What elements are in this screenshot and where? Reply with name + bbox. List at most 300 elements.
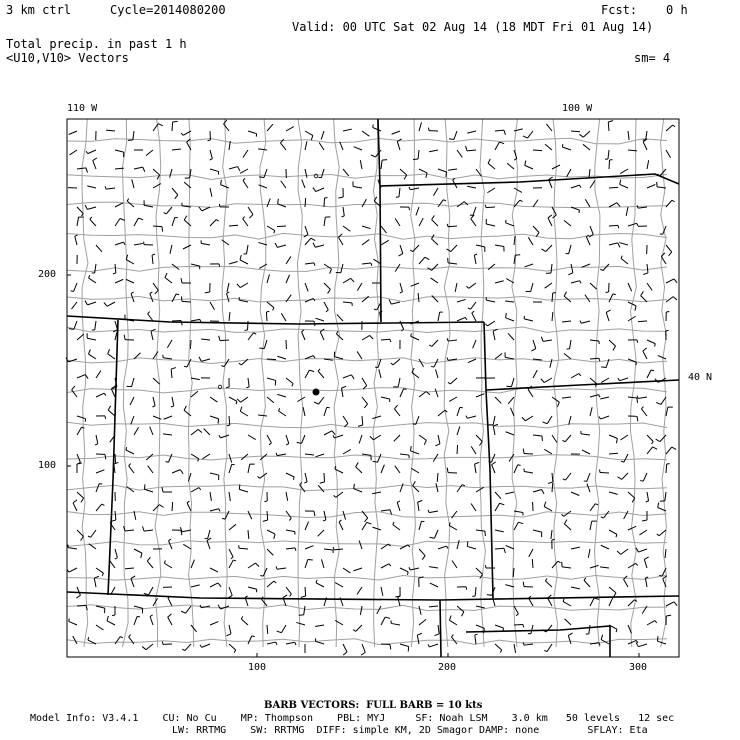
county-borders [67,119,667,647]
wind-barb [184,216,191,226]
wind-barb [600,470,609,473]
wind-barb [201,240,210,245]
y-tick-label-100: 100 [38,460,57,471]
wind-barb [134,243,143,245]
wind-barb [183,544,191,549]
wind-barb [647,435,653,444]
wind-barb [398,245,402,256]
wind-barb [565,619,571,625]
wind-barb [357,587,362,594]
wind-barb [69,131,77,134]
county-line [67,541,667,547]
wind-barb [492,462,496,473]
station-marker [313,389,320,396]
wind-barb [457,540,459,549]
wind-barb [286,435,289,445]
wind-barb [564,353,571,359]
wind-barb [165,273,172,283]
wind-barb [267,642,277,645]
wind-barb [495,644,502,653]
wind-barb [172,502,173,511]
wind-barb [248,464,255,473]
x-tick-label-100: 100 [248,662,267,673]
wind-barb [263,511,268,521]
wind-barb [523,449,533,454]
wind-barb [636,548,647,552]
wind-barb [571,185,581,188]
wind-barb [457,485,465,492]
x-tick-label-200: 200 [438,662,457,673]
county-line [661,119,667,647]
wind-barb [471,504,476,511]
wind-barb [372,416,381,419]
wind-barb [146,150,153,156]
wind-barb [305,511,315,516]
wind-barb [227,283,229,292]
wind-barb [457,299,466,302]
wind-barb [127,378,134,387]
wind-barb [546,124,552,131]
wind-barb [171,368,176,378]
wind-barb [172,294,179,302]
wind-barb [493,329,498,340]
wind-barb [533,150,542,151]
wind-barb [153,169,160,179]
wind-barb [305,522,309,530]
wind-barb [283,595,287,606]
state-line [484,322,493,598]
wind-barb [400,207,410,210]
wind-barb [666,125,675,131]
wind-barb [514,188,522,192]
wind-barb [529,596,533,606]
wind-barb [571,281,581,284]
wind-barb [391,620,400,625]
wind-barb [476,378,486,383]
wind-barb [259,185,267,188]
wind-barb [362,378,367,389]
wind-barb [514,522,523,530]
wind-barb [656,397,666,404]
wind-barb [86,150,96,154]
wind-barb [343,226,350,231]
wind-barb [267,581,276,587]
wind-barb [222,240,229,245]
wind-barb [666,200,675,207]
wind-barb [666,297,677,302]
wind-barb [533,530,542,537]
wind-barb [108,406,115,416]
wind-barb [449,616,457,625]
wind-barb [609,530,617,537]
wind-barb [522,416,533,421]
wind-barb [393,522,400,530]
wind-barb [96,568,103,576]
wind-barb [620,180,628,188]
wind-barb [600,567,609,568]
wind-barb [590,358,600,361]
wind-barb [637,396,647,399]
wind-barb [495,142,504,150]
wind-barb [451,635,457,644]
wind-barb [219,435,229,438]
wind-barb [315,454,324,457]
wind-barb [324,549,333,553]
wind-barb [435,388,438,397]
wind-barb [318,169,324,178]
wind-barb [495,530,504,532]
wind-barb [286,473,294,480]
wind-barb [505,352,514,359]
wind-barb [429,340,438,346]
wind-barb [304,473,307,483]
wind-barb [397,501,400,511]
wind-barb [134,617,140,625]
wind-barb [548,473,553,483]
wind-barb [628,416,638,421]
wind-barb [199,357,210,361]
wind-barb [267,359,276,360]
wind-barb [429,150,438,152]
county-line [67,422,667,428]
wind-barb [69,618,77,625]
wind-barb [666,407,673,416]
wind-barb [587,484,590,492]
wind-barb [286,256,291,264]
wind-barb [618,378,628,381]
wind-barb [545,283,552,288]
wind-barb [647,621,657,625]
wind-barb [167,340,172,348]
wind-barb [276,566,286,569]
wind-barb [508,333,514,340]
wind-barb [126,279,134,283]
wind-barb [359,540,362,549]
wind-barb [92,321,96,330]
wind-barb [90,217,96,226]
wind-barb [357,283,362,291]
wind-barb [246,378,249,388]
wind-barb [571,492,579,495]
wind-barb [210,416,219,424]
wind-barb [277,394,286,397]
wind-barb [279,408,286,416]
valid-time-label: Valid: 00 UTC Sat 02 Aug 14 (18 MDT Fri 01 Aug 14) [292,20,654,34]
wind-barb [343,416,348,427]
wind-barb [628,283,632,291]
wind-barb [286,275,290,283]
wind-barb [541,378,552,382]
wind-barb [641,291,647,302]
wind-barb [163,355,172,359]
county-line [67,455,667,460]
wind-barb [144,587,153,595]
wind-barb [305,169,307,178]
wind-barb [473,340,476,348]
wind-barb [204,429,210,435]
wind-barb [418,500,423,511]
wind-barb [333,547,343,550]
wind-barb [360,160,362,169]
wind-barb [472,311,476,321]
wind-barb [601,545,609,549]
wind-barb [226,625,231,636]
wind-barb [281,181,286,188]
wind-barb [605,150,609,159]
wind-barb [392,131,400,134]
wind-barb [362,226,371,229]
wind-barb [666,150,671,158]
wind-barb [152,397,155,407]
wind-barb [148,466,153,473]
wind-barb [438,169,446,177]
wind-barb [568,633,572,644]
wind-barb [318,530,324,536]
wind-barb [391,359,400,365]
wind-barb [609,435,617,443]
wind-barb [381,226,387,233]
wind-barb [590,521,597,530]
wind-barb [131,416,134,424]
wind-barb [523,582,533,587]
wind-barb [286,127,294,131]
wind-barb [583,144,590,150]
wind-barb [191,378,200,380]
wind-barb [666,245,672,256]
wind-barb [411,333,419,340]
wind-barb [495,130,505,135]
wind-barb [172,149,181,150]
wind-barb [277,226,286,227]
wind-barb [191,488,201,492]
wind-barb [590,181,595,188]
wind-barb [550,359,552,368]
wind-barb [628,340,638,343]
wind-barb [541,337,552,342]
wind-barb [525,160,533,169]
wind-barb [396,188,400,197]
wind-barb [150,615,153,625]
wind-barb [608,121,613,131]
wind-barb [381,240,389,245]
wind-barb [658,355,666,359]
wind-barb [562,397,571,398]
wind-barb [438,546,448,549]
wind-barb [457,445,458,454]
wind-barb [362,199,366,207]
wind-barb [476,394,484,397]
wind-barb [267,199,270,207]
wind-barb [544,644,552,652]
wind-barb [77,416,86,422]
wind-barb [372,492,381,494]
wind-barb [266,311,269,321]
wind-barb [619,243,628,245]
wind-barb [88,530,96,537]
wind-barb [343,511,346,520]
wind-barb [430,583,438,587]
wind-barb [419,549,425,560]
wind-barb [609,340,616,350]
wind-barb [433,188,438,196]
wind-barb [248,511,252,519]
wind-barb [341,207,344,217]
wind-barb [134,427,139,435]
wind-barb [467,131,476,133]
wind-barb [210,169,219,175]
wind-barb [665,549,666,558]
wind-barb [626,207,628,216]
wind-barb [95,435,98,445]
wind-barb [514,129,523,131]
wind-barb [275,243,286,247]
wind-barb [543,416,552,424]
wind-barb [200,644,210,647]
wind-barb [361,644,365,655]
wind-barb [184,406,191,416]
wind-barb [566,245,571,254]
wind-barb [163,434,172,435]
wind-barb [400,644,409,652]
wind-barb [85,301,96,305]
wind-barb [77,207,83,216]
county-line [67,388,667,393]
wind-barb [466,146,476,151]
wind-barb [428,644,438,647]
wind-barb [181,606,191,613]
wind-barb [666,602,677,606]
wind-barb [436,369,438,378]
wind-barb [562,435,571,442]
wind-barb [305,370,314,378]
wind-barb [548,215,552,226]
wind-barb [258,415,267,416]
wind-barb [315,318,324,321]
wind-barb [171,397,174,407]
wind-barb [333,435,343,438]
wind-barb [73,500,77,511]
wind-barb [210,302,215,310]
wind-barb [237,397,248,402]
wind-barb [243,150,248,157]
county-line [82,119,88,647]
wind-barb [381,465,384,473]
wind-barb [562,562,571,568]
wind-barb [624,511,628,519]
wind-barb [241,616,248,625]
field-label-vectors: <U10,V10> Vectors [6,51,129,65]
y-tick-label-200: 200 [38,269,57,280]
wind-barb [150,292,153,302]
wind-barb [248,333,256,340]
wind-barb [87,333,96,340]
wind-barb [646,492,649,502]
wind-barb [96,606,105,613]
wind-barb [210,622,218,625]
wind-barb [495,548,505,553]
model-info-line1: Model Info: V3.4.1 CU: No Cu MP: Thompson PBL: MYJ SF: Noah LSM 3.0 km 50 levels 12 sec [30,713,675,724]
state-line [378,119,381,322]
wind-barb [449,397,457,401]
wind-barb [134,549,142,558]
wind-barb [96,416,106,419]
wind-barb [130,397,134,405]
wind-barb [358,416,363,426]
wind-barb [562,144,571,150]
wind-barb [107,616,115,625]
wind-barb [153,226,163,232]
wind-barb [528,237,533,245]
wind-barb [628,131,629,140]
wind-barb [267,435,271,445]
wind-barb [475,462,480,473]
wind-barb [533,200,538,207]
wind-barb [485,205,495,208]
wind-barb [418,293,419,302]
wind-barb [642,511,647,521]
wind-barb [343,375,354,379]
wind-barb [318,485,324,492]
wind-barb [305,198,306,207]
wind-barb [115,242,125,245]
wind-barb [647,185,655,188]
wind-barb [172,217,178,226]
wind-barb [571,374,581,378]
wind-barb [115,637,123,644]
wind-barb [77,217,84,226]
wind-barb [245,596,248,606]
wind-barb [134,218,143,226]
county-line [480,119,486,647]
state-line [466,626,610,657]
wind-barb [562,321,571,322]
wind-barb [429,128,438,131]
wind-barb [617,549,628,554]
wind-barb [187,501,191,511]
wind-barb [343,169,349,176]
wind-barb [324,431,335,435]
wind-barb [77,375,88,379]
wind-barb [205,530,210,539]
county-line [67,138,667,144]
wind-barb [305,283,308,291]
wind-barb [343,644,347,655]
wind-barb [381,397,390,402]
wind-barb [507,163,514,169]
wind-barb [240,169,248,173]
wind-barb [142,644,153,650]
wind-barb [313,187,324,191]
wind-barb [567,169,571,177]
wind-barb [590,504,598,511]
wind-barb [172,470,183,474]
wind-barb [568,264,573,275]
wind-barb [276,453,286,456]
wind-barb [248,636,255,644]
wind-barb [609,243,620,248]
wind-barb [609,453,618,454]
wind-barb [476,606,485,608]
wind-barb [267,274,269,283]
county-line [67,485,667,491]
wind-barb [590,395,600,398]
wind-barb [476,530,485,536]
wind-barb [180,527,191,532]
county-line [122,119,128,647]
wind-barb [588,549,590,558]
wind-barb [609,492,618,494]
wind-barb [437,473,438,482]
